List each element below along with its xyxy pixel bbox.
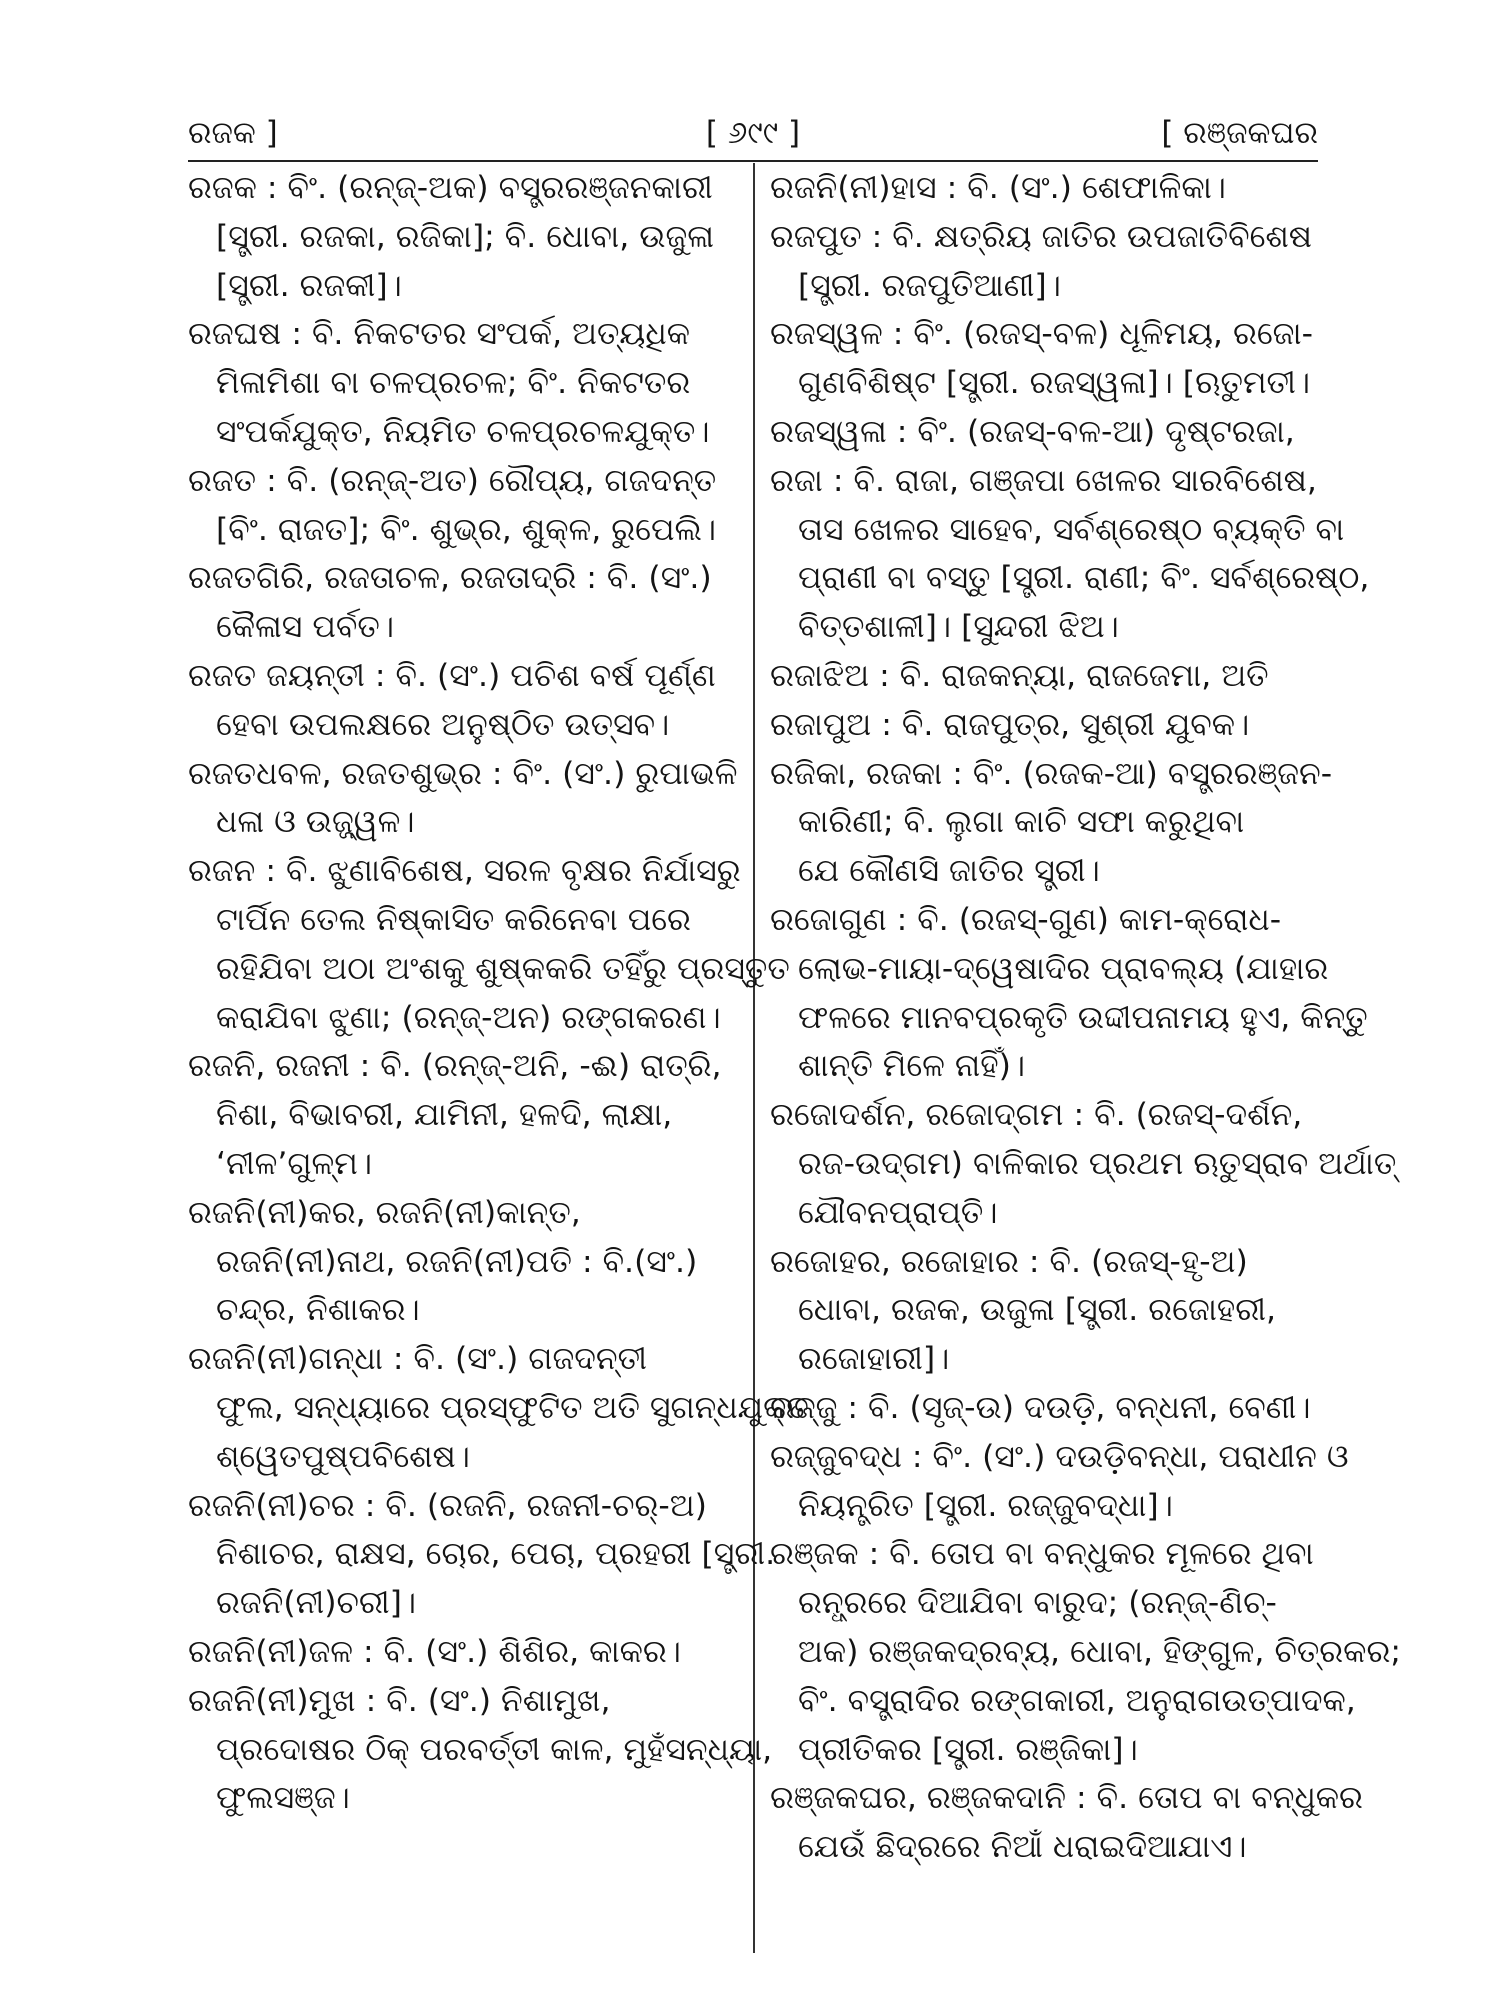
entry-continuation-line: ଫୁଲ, ସନ୍ଧ୍ୟାରେ ପ୍ରସ୍ଫୁଟିତ ଅତି ସୁଗନ୍ଧଯୁକ୍ତ [216, 1389, 809, 1426]
header-rule [188, 160, 1318, 162]
entry-continuation-line: ଧୋବା, ରଜକ, ଉଜୁଳା [ସ୍ତ୍ରୀ. ରଜୋହରୀ, [798, 1292, 1277, 1329]
entry-continuation-line: ଫୁଲସଞ୍ଜ। [216, 1780, 350, 1817]
entry-continuation-line: ଚନ୍ଦ୍ର, ନିଶାକର। [216, 1292, 420, 1329]
entry-continuation-line: ଲୋଭ-ମାୟା-ଦ୍ୱେଷାଦିର ପ୍ରାବଲ୍ୟ (ଯାହାର [798, 950, 1329, 987]
entry-continuation-line: [ବିଂ. ରାଜତ]; ବିଂ. ଶୁଭ୍ର, ଶୁକ୍ଳ, ରୁପେଲି। [216, 511, 717, 548]
entry-continuation-line: ଶ୍ୱେତପୁଷ୍ପବିଶେଷ। [216, 1438, 470, 1475]
entry-headword-line: ରଜ୍ଜୁବଦ୍ଧ : ବିଂ. (ସଂ.) ଦଉଡ଼ିବନ୍ଧା, ପରାଧୀନ ଓ [770, 1438, 1349, 1475]
entry-continuation-line: ପ୍ରଦୋଷର ଠିକ୍ ପରବର୍ତ୍ତୀ କାଳ, ମୁହଁସନ୍ଧ୍ୟା, [216, 1731, 773, 1768]
entry-continuation-line: ଯେଉଁ ଛିଦ୍ରରେ ନିଆଁ ଧରାଇଦିଆଯାଏ। [798, 1829, 1247, 1866]
entry-continuation-line: କରାଯିବା ଝୁଣା; (ରନ୍ଜ୍-ଅନ) ରଙ୍ଗକରଣ। [216, 999, 721, 1036]
entry-continuation-line: ଶାନ୍ତି ମିଳେ ନାହିଁ)। [798, 1048, 1026, 1085]
entry-headword-line: ରଜନି(ନୀ)ଗନ୍ଧା : ବି. (ସଂ.) ଗଜଦନ୍ତୀ [188, 1341, 647, 1378]
left-column [188, 164, 809, 1823]
entry-headword-line: ରଜତଧବଳ, ରଜତଶୁଭ୍ର : ବିଂ. (ସଂ.) ରୁପାଭଳି [188, 755, 738, 792]
entry-continuation-line: ବିଂ. ବସ୍ତ୍ରାଦିର ରଙ୍ଗକାରୀ, ଅନୁରାଗଉତ୍ପାଦକ, [798, 1682, 1356, 1719]
entry-continuation-line: ଧଳା ଓ ଉଜ୍ଜ୍ୱଳ। [216, 804, 415, 841]
entry-headword-line: ରଜନି(ନୀ)ଚର : ବି. (ରଜନି, ରଜନୀ-ଚର୍-ଅ) [188, 1487, 707, 1524]
entry-headword-line: ରଞ୍ଜକ : ବି. ତୋପ ବା ବନ୍ଧୁକର ମୂଳରେ ଥିବା [770, 1536, 1314, 1573]
entry-continuation-line: ମିଳାମିଶା ବା ଚଳପ୍ରଚଳ; ବିଂ. ନିକଟତର [216, 365, 691, 402]
entry-headword-line: ରଜକ : ବିଂ. (ରନ୍ଜ୍-ଅକ) ବସ୍ତ୍ରରଞ୍ଜନକାରୀ [188, 170, 713, 206]
entry-headword-line: ରଜିକା, ରଜକା : ବିଂ. (ରଜକ-ଆ) ବସ୍ତ୍ରରଞ୍ଜନ- [770, 755, 1333, 792]
column-divider [753, 163, 755, 1953]
entry-continuation-line: ପ୍ରାଣୀ ବା ବସ୍ତୁ [ସ୍ତ୍ରୀ. ରାଣୀ; ବିଂ. ସର୍ବଶ୍ରେଷ୍ଠ, [798, 560, 1370, 597]
entry-headword-line: ରଜ୍ଜୁ : ବି. (ସୃଜ୍-ଉ) ଦଉଡ଼ି, ବନ୍ଧନୀ, ବେଣୀ। [770, 1389, 1311, 1426]
entry-continuation-line: [ସ୍ତ୍ରୀ. ରଜପୁତିଆଣୀ]। [798, 267, 1061, 304]
entry-headword-line: ରଜନି(ନୀ)ହାସ : ବି. (ସଂ.) ଶେଫାଳିକା। [770, 170, 1226, 206]
entry-headword-line: ରଜପୁତ : ବି. କ୍ଷତ୍ରିୟ ଜାତିର ଉପଜାତିବିଶେଷ [770, 218, 1313, 255]
entry-headword-line: ରଜନି(ନୀ)ମୁଖ : ବି. (ସଂ.) ନିଶାମୁଖ, [188, 1682, 611, 1719]
entry-continuation-line: ରଜ-ଉଦ୍ଗମ) ବାଳିକାର ପ୍ରଥମ ଋତୁସ୍ରାବ ଅର୍ଥାତ୍ [798, 1145, 1397, 1182]
entry-headword-line: ରଜାପୁଅ : ବି. ରାଜପୁତ୍ର, ସୁଶ୍ରୀ ଯୁବକ। [770, 706, 1250, 743]
entry-headword-line: ରଜସ୍ୱଳା : ବିଂ. (ରଜସ୍-ବଳ-ଆ) ଦୃଷ୍ଟରଜା, [770, 413, 1295, 450]
header-left-guideword: ରଜକ ] [188, 115, 278, 151]
right-column [770, 164, 1401, 1872]
entry-continuation-line: ରହିଯିବା ଅଠା ଅଂଶକୁ ଶୁଷ୍କକରି ତହିଁରୁ ପ୍ରସ୍ତୁତ [216, 950, 790, 987]
entry-continuation-line: ରନ୍ଧ୍ରରେ ଦିଆଯିବା ବାରୁଦ; (ରନ୍ଜ୍-ଣିଚ୍- [798, 1585, 1277, 1622]
entry-continuation-line: ଟାର୍ପିନ ତେଲ ନିଷ୍କାସିତ କରିନେବା ପରେ [216, 901, 691, 938]
entry-headword-line: ରଜୋହର, ରଜୋହାର : ବି. (ରଜସ୍-ହୃ-ଅ) [770, 1243, 1248, 1280]
header-right-guideword: [ ରଞ୍ଜକଘର [1161, 115, 1318, 151]
entry-headword-line: ରଜୋଦର୍ଶନ, ରଜୋଦ୍ଗମ : ବି. (ରଜସ୍-ଦର୍ଶନ, [770, 1097, 1303, 1134]
entry-continuation-line: ଅକ) ରଞ୍ଜକଦ୍ରବ୍ୟ, ଧୋବା, ହିଙ୍ଗୁଳ, ଚିତ୍ରକର; [798, 1633, 1401, 1670]
entry-headword-line: ରଜନି(ନୀ)କର, ରଜନି(ନୀ)କାନ୍ତ, [188, 1194, 581, 1231]
entry-continuation-line: ଗୁଣବିଶିଷ୍ଟ [ସ୍ତ୍ରୀ. ରଜସ୍ୱଳା]। [ଋତୁମତୀ। [798, 365, 1311, 402]
entry-continuation-line: କୈଳାସ ପର୍ବତ। [216, 609, 395, 646]
entry-continuation-line: ‘ନୀଳ’ଗୁଳ୍ମ। [216, 1145, 373, 1182]
entry-headword-line: ରଜୋଗୁଣ : ବି. (ରଜସ୍-ଗୁଣ) କାମ-କ୍ରୋଧ- [770, 901, 1282, 938]
entry-continuation-line: ରଜନି(ନୀ)ଚରୀ]। [216, 1585, 417, 1622]
entry-continuation-line: ଯୌବନପ୍ରାପ୍ତି। [798, 1194, 998, 1231]
entry-continuation-line: କାରିଣୀ; ବି. ଲୁଗା କାଚି ସଫା କରୁଥିବା [798, 804, 1245, 841]
entry-continuation-line: ତାସ ଖେଳର ସାହେବ, ସର୍ବଶ୍ରେଷ୍ଠ ବ୍ୟକ୍ତି ବା [798, 511, 1345, 548]
entry-headword-line: ରଜତ ଜୟନ୍ତୀ : ବି. (ସଂ.) ପଚିଶ ବର୍ଷ ପୂର୍ଣ୍ଣ [188, 657, 716, 694]
entry-headword-line: ରଜତଗିରି, ରଜତାଚଳ, ରଜତାଦ୍ରି : ବି. (ସଂ.) [188, 560, 712, 597]
entry-continuation-line: ସଂପର୍କଯୁକ୍ତ, ନିୟମିତ ଚଳପ୍ରଚଳଯୁକ୍ତ। [216, 413, 710, 450]
entry-headword-line: ରଜା : ବି. ରାଜା, ଗଞ୍ଜପା ଖେଳର ସାରବିଶେଷ, [770, 462, 1317, 499]
page-number: [ ୬୯୯ ] [705, 115, 801, 151]
entry-headword-line: ରଜନି, ରଜନୀ : ବି. (ରନ୍ଜ୍-ଅନି, -ଈ) ରାତ୍ରି, [188, 1048, 722, 1085]
entry-continuation-line: ହେବା ଉପଲକ୍ଷରେ ଅନୁଷ୍ଠିତ ଉତ୍ସବ। [216, 706, 670, 743]
page-header [188, 108, 1318, 158]
entry-headword-line: ରଜନି(ନୀ)ଜଳ : ବି. (ସଂ.) ଶିଶିର, କାକର। [188, 1633, 681, 1670]
entry-continuation-line: ନିୟନ୍ତ୍ରିତ [ସ୍ତ୍ରୀ. ରଜ୍ଜୁବଦ୍ଧା]। [798, 1487, 1173, 1524]
entry-headword-line: ରଜସ୍ୱଳ : ବିଂ. (ରଜସ୍-ବଳ) ଧୂଳିମୟ, ରଜୋ- [770, 316, 1313, 353]
entry-continuation-line: ନିଶାଚର, ରାକ୍ଷସ, ଚୋର, ପେଚା, ପ୍ରହରୀ [ସ୍ତ୍ରୀ. [216, 1536, 776, 1573]
entry-continuation-line: ରଜୋହାରୀ]। [798, 1341, 950, 1378]
entry-headword-line: ରଜାଝିଅ : ବି. ରାଜକନ୍ୟା, ରାଜଜେମା, ଅତି [770, 657, 1269, 694]
entry-continuation-line: ପ୍ରୀତିକର [ସ୍ତ୍ରୀ. ରଞ୍ଜିକା]। [798, 1731, 1138, 1768]
entry-headword-line: ରଜତ : ବି. (ରନ୍ଜ୍-ଅତ) ରୌପ୍ୟ, ଗଜଦନ୍ତ [188, 462, 717, 499]
entry-continuation-line: [ସ୍ତ୍ରୀ. ରଜକୀ]। [216, 267, 402, 304]
entry-continuation-line: ନିଶା, ବିଭାବରୀ, ଯାମିନୀ, ହଳଦି, ଲାକ୍ଷା, [216, 1097, 673, 1134]
entry-headword-line: ରଜଘଷ : ବି. ନିକଟତର ସଂପର୍କ, ଅତ୍ୟଧିକ [188, 316, 691, 353]
entry-headword-line: ରଜନ : ବି. ଝୁଣାବିଶେଷ, ସରଳ ବୃକ୍ଷର ନିର୍ଯାସରୁ [188, 853, 741, 890]
entry-continuation-line: ରଜନି(ନୀ)ନାଥ, ରଜନି(ନୀ)ପତି : ବି.(ସଂ.) [216, 1243, 698, 1280]
entry-headword-line: ରଞ୍ଜକଘର, ରଞ୍ଜକଦାନି : ବି. ତୋପ ବା ବନ୍ଧୁକର [770, 1780, 1363, 1817]
entry-continuation-line: ବିତ୍ତଶାଳୀ]। [ସୁନ୍ଦରୀ ଝିଅ। [798, 609, 1119, 646]
entry-continuation-line: ଫଳରେ ମାନବପ୍ରକୃତି ଉଦ୍ଦୀପନାମୟ ହୁଏ, କିନ୍ତୁ [798, 999, 1368, 1036]
entry-continuation-line: ଯେ କୌଣସି ଜାତିର ସ୍ତ୍ରୀ। [798, 853, 1100, 890]
entry-continuation-line: [ସ୍ତ୍ରୀ. ରଜକା, ରଜିକା]; ବି. ଧୋବା, ଉଜୁଳା [216, 218, 714, 255]
